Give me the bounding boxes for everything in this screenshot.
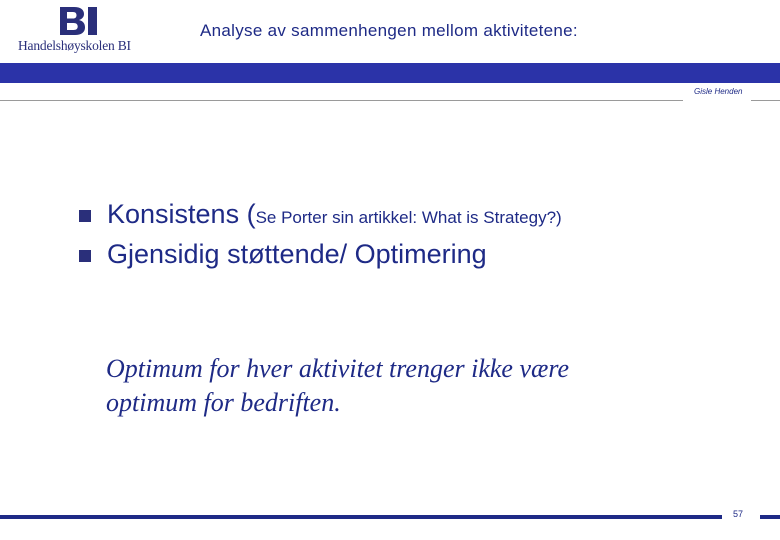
- emphasis-quote: [106, 352, 706, 420]
- bi-logo: [18, 5, 140, 55]
- quote-line-1: Optimum for hver aktivitet trenger ikke være: [106, 354, 570, 383]
- author-name: Gisle Henden: [694, 87, 743, 96]
- slide-title: Analyse av sammenhengen mellom aktivitetene:: [200, 21, 578, 40]
- footer-divider: [0, 515, 780, 519]
- bullet-main-text: Konsistens (: [107, 199, 256, 229]
- bi-logo-wordmark: Handelshøyskolen BI: [18, 38, 131, 53]
- bullet-text: [107, 238, 487, 270]
- bullet-sub-text: Se Porter sin artikkel: What is Strategy?): [255, 208, 562, 227]
- bullet-text: [107, 198, 562, 234]
- header-divider: [0, 100, 780, 101]
- square-bullet-icon: [79, 210, 91, 222]
- page-number: 57: [733, 509, 744, 519]
- bi-logo-mark: [58, 5, 100, 37]
- header-divider-gap: [683, 99, 751, 102]
- square-bullet-icon: [79, 250, 91, 262]
- quote-line-2: optimum for bedriften.: [106, 388, 341, 417]
- bullet-main-text: Gjensidig støttende/ Optimering: [107, 239, 487, 269]
- header-band: [0, 63, 780, 83]
